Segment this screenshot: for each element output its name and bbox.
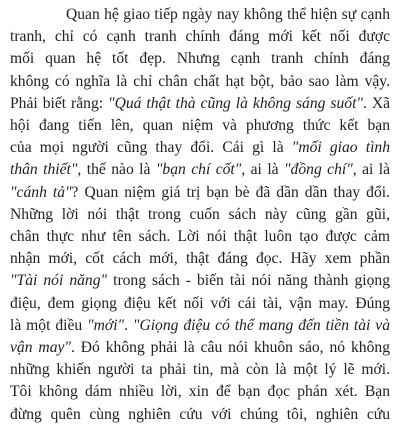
italic-quote: "mới"	[87, 316, 125, 334]
text-line	[10, 404, 390, 426]
italic-quote: "bạn chí cốt"	[155, 161, 242, 179]
italic-quote: "Giọng điệu có thể mang đến tiền tài và	[132, 316, 391, 334]
text-line	[10, 270, 390, 292]
body-text	[10, 4, 390, 426]
text-segment: Tôi không dám nhiều lời, xin để bạn đọc phán xét. Bạn	[10, 383, 390, 401]
text-segment: , thế nào là	[77, 161, 156, 179]
text-segment: là một điều	[10, 316, 88, 334]
text-segment: .	[124, 316, 133, 334]
text-segment: , ai là	[352, 161, 391, 179]
text-segment: những khiến người ta phải tin, mà còn là một lý lẽ mới.	[10, 361, 390, 379]
text-segment: Phải biết rằng:	[10, 94, 109, 112]
italic-quote: "đồng chí"	[284, 161, 353, 179]
italic-quote: "Quá thật thà cũng là không sáng suốt"	[108, 94, 363, 112]
text-segment: điệu, đem giọng điệu kết nối với cái tài, vận may. Đúng	[10, 294, 390, 312]
text-line	[10, 115, 390, 137]
text-line	[10, 137, 390, 159]
text-line	[10, 248, 390, 270]
text-line	[10, 337, 390, 359]
italic-quote: thân thiết"	[10, 161, 78, 179]
text-segment: hội đang tiến lên, quan niệm và phương thức kết bạn	[10, 117, 390, 135]
text-segment: ? Quan niệm giá trị bạn bè đã dần dần thay đổi.	[71, 183, 391, 201]
text-line	[10, 315, 390, 337]
text-segment: trong sách - biến tài nói năng thành giọng	[107, 272, 390, 290]
text-segment: . Xã	[362, 94, 390, 112]
text-segment: đừng quên cùng nghiên cứu với chúng tôi, nghiên cứu	[10, 405, 390, 423]
text-segment: Những lời nói thật trong cuốn sách này cũng gần gũi,	[10, 205, 390, 223]
text-line	[10, 159, 390, 181]
text-segment: không có nghĩa là chỉ chân chất hạt bột, bảo sao làm vậy.	[10, 72, 390, 90]
text-line	[10, 48, 390, 70]
text-line	[10, 381, 390, 403]
text-line	[10, 293, 390, 315]
text-segment: nhận mới, cốt cách mới, thật đáng đọc. Hãy xem phần	[10, 250, 390, 268]
text-segment: Quan hệ giao tiếp ngày nay không thể hiện sự cạnh	[66, 6, 390, 23]
italic-quote: "cánh tả"	[10, 183, 72, 201]
text-line	[10, 93, 390, 115]
text-segment: mối quan hệ tốt đẹp. Nhưng cạnh tranh chính đáng	[10, 50, 390, 68]
text-segment: chân thực như tên sách. Lời nói thật luôn tạo được cảm	[10, 228, 390, 246]
text-line	[10, 4, 390, 26]
text-line	[10, 359, 390, 381]
text-segment: của mọi người cũng thay đổi. Cái gì là	[10, 139, 292, 157]
text-line	[10, 182, 390, 204]
text-segment: , ai là	[241, 161, 284, 179]
text-segment: tranh, chỉ có cạnh tranh chính đáng mới kết nối được	[10, 28, 390, 46]
text-line	[10, 71, 390, 93]
text-line	[10, 226, 390, 248]
text-line	[10, 204, 390, 226]
italic-quote: "mối giao tình	[291, 139, 390, 157]
italic-quote: "Tài nói năng"	[10, 272, 108, 290]
text-line	[10, 26, 390, 48]
italic-quote: vận may"	[10, 339, 71, 357]
text-segment: . Đó không phải là câu nói khuôn sáo, nó không	[70, 339, 390, 357]
